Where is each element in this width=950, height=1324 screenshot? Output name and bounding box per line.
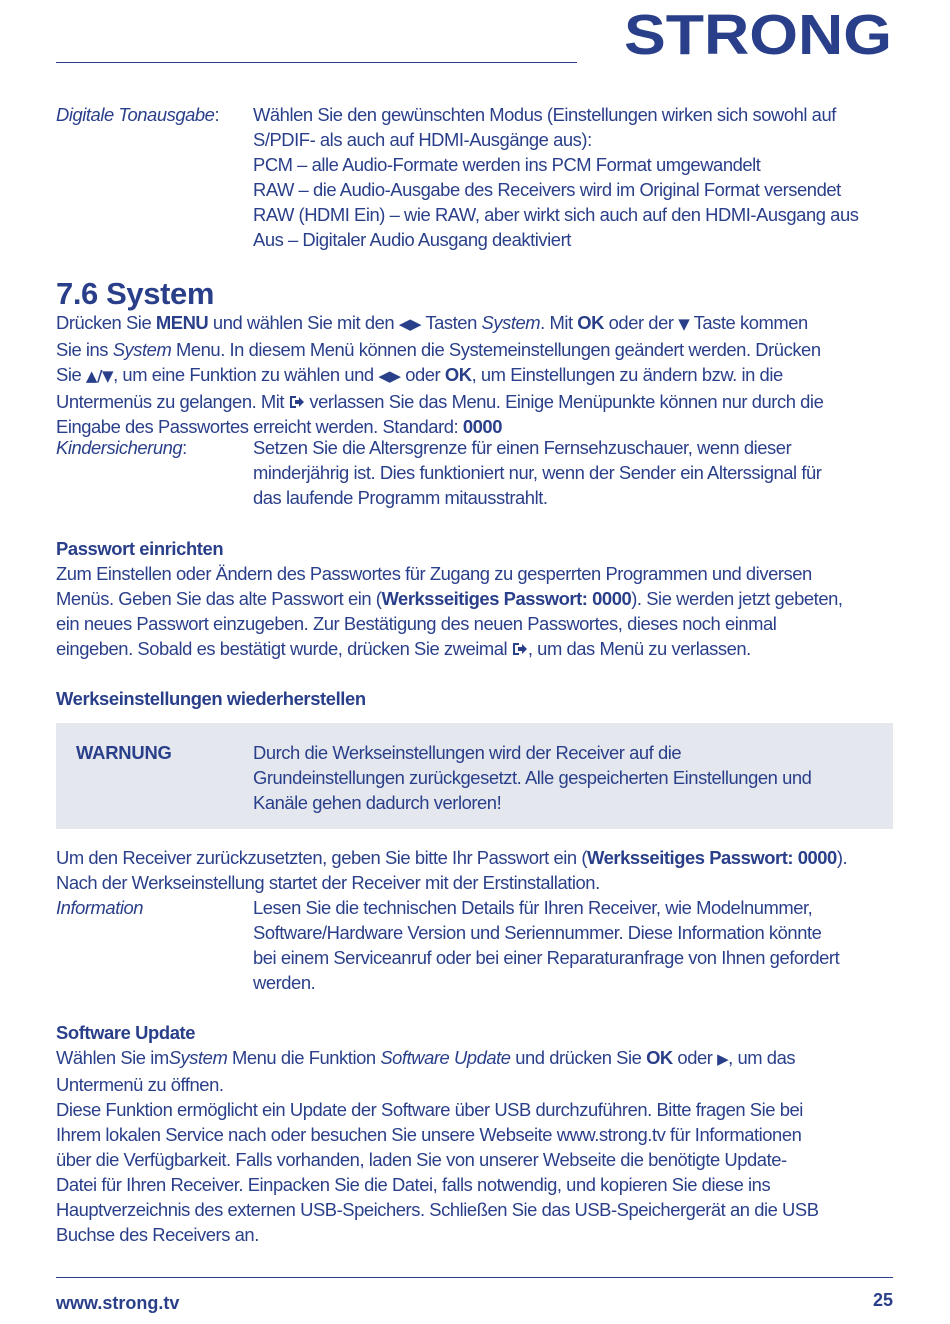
software-line: über die Verfügbarkeit. Falls vorhanden, laden Sie von unserer Webseite die benötigte Update- bbox=[56, 1149, 787, 1170]
system-intro bbox=[56, 310, 823, 439]
exit-icon bbox=[289, 395, 305, 409]
warning-text bbox=[253, 740, 811, 815]
warning-label: WARNUNG bbox=[76, 742, 172, 763]
right-arrow-icon: ▶ bbox=[717, 1050, 729, 1068]
intro-line: Sie ▲/▼, um eine Funktion zu wählen und ◀▶ oder OK, um Einstellungen zu ändern bzw. in die bbox=[56, 364, 783, 385]
strong-logo bbox=[624, 4, 896, 60]
down-arrow-icon: ▼ bbox=[678, 315, 690, 333]
information-line: Lesen Sie die technischen Details für Ihren Receiver, wie Modelnummer, bbox=[253, 897, 813, 918]
warning-box bbox=[56, 723, 893, 829]
intro-line: Untermenüs zu gelangen. Mit verlassen Sie das Menu. Einige Menüpunkte können nur durch die bbox=[56, 391, 824, 412]
software-line: Datei für Ihren Receiver. Einpacken Sie die Datei, falls notwendig, und kopieren Sie diese ins bbox=[56, 1174, 771, 1195]
passwort-line: eingeben. Sobald es bestätigt wurde, drücken Sie zweimal , um das Menü zu verlassen. bbox=[56, 638, 751, 659]
svg-text:STRONG: STRONG bbox=[624, 4, 892, 60]
passwort-line: Menüs. Geben Sie das alte Passwort ein (Werksseitiges Passwort: 0000). Sie werden jetzt gebeten, bbox=[56, 588, 843, 609]
exit-icon bbox=[512, 642, 528, 656]
audio-description bbox=[253, 102, 858, 252]
kinder-line: Setzen Sie die Altersgrenze für einen Fernsehzuschauer, wenn dieser bbox=[253, 437, 792, 458]
audio-line: Aus – Digitaler Audio Ausgang deaktiviert bbox=[253, 229, 571, 250]
software-line: Wählen Sie imSystem Menu die Funktion Software Update und drücken Sie OK oder ▶, um das bbox=[56, 1047, 796, 1068]
werk-line: Um den Receiver zurückzusetzten, geben Sie bitte Ihr Passwort ein (Werksseitiges Passwort: 0000). bbox=[56, 847, 848, 868]
warning-line: Kanäle gehen dadurch verloren! bbox=[253, 792, 502, 813]
software-line: Ihrem lokalen Service nach oder besuchen Sie unsere Webseite www.strong.tv für Informationen bbox=[56, 1124, 802, 1145]
audio-line: Wählen Sie den gewünschten Modus (Einstellungen wirken sich sowohl auf bbox=[253, 104, 836, 125]
header-rule bbox=[56, 62, 577, 63]
software-line: Hauptverzeichnis des externen USB-Speichers. Schließen Sie das USB-Speichergerät an die USB bbox=[56, 1199, 819, 1220]
intro-line: Drücken Sie MENU und wählen Sie mit den ◀▶ Tasten System. Mit OK oder der ▼ Taste kommen bbox=[56, 312, 808, 333]
section-title: 7.6 System bbox=[56, 276, 214, 311]
passwort-body bbox=[56, 561, 843, 661]
software-line: Untermenü zu öffnen. bbox=[56, 1074, 224, 1095]
software-body bbox=[56, 1045, 819, 1247]
kinder-description bbox=[253, 435, 821, 510]
footer-url: www.strong.tv bbox=[56, 1293, 180, 1313]
left-right-arrows-icon: ◀▶ bbox=[378, 367, 401, 385]
intro-line: Eingabe des Passwortes erreicht werden. Standard: 0000 bbox=[56, 416, 502, 437]
footer-rule bbox=[56, 1277, 893, 1278]
warning-line: Grundeinstellungen zurückgesetzt. Alle gespeicherten Einstellungen und bbox=[253, 767, 812, 788]
passwort-heading: Passwort einrichten bbox=[56, 538, 224, 559]
audio-line: RAW – die Audio-Ausgabe des Receivers wird im Original Format versendet bbox=[253, 179, 841, 200]
kinder-line: minderjährig ist. Dies funktioniert nur, wenn der Sender ein Alterssignal für bbox=[253, 462, 822, 483]
intro-line: Sie ins System Menu. In diesem Menü können die Systemeinstellungen geändert werden. Drücken bbox=[56, 339, 821, 360]
information-line: Software/Hardware Version und Seriennummer. Diese Information könnte bbox=[253, 922, 822, 943]
passwort-line: Zum Einstellen oder Ändern des Passwortes für Zugang zu gesperrten Programmen und diversen bbox=[56, 563, 812, 584]
audio-line: RAW (HDMI Ein) – wie RAW, aber wirkt sich auch auf den HDMI-Ausgang aus bbox=[253, 204, 859, 225]
werk-line: Nach der Werkseinstellung startet der Receiver mit der Erstinstallation. bbox=[56, 872, 600, 893]
software-line: Buchse des Receivers an. bbox=[56, 1224, 259, 1245]
audio-line: S/PDIF- als auch auf HDMI-Ausgänge aus): bbox=[253, 129, 592, 150]
information-line: bei einem Serviceanruf oder bei einer Reparaturanfrage von Ihnen gefordert bbox=[253, 947, 840, 968]
warning-line: Durch die Werkseinstellungen wird der Receiver auf die bbox=[253, 742, 682, 763]
page-number: 25 bbox=[872, 1290, 893, 1310]
kinder-line: das laufende Programm mitausstrahlt. bbox=[253, 487, 548, 508]
kinder-term: Kindersicherung: bbox=[56, 437, 187, 458]
werk-heading: Werkseinstellungen wiederherstellen bbox=[56, 688, 366, 709]
software-line: Diese Funktion ermöglicht ein Update der Software über USB durchzuführen. Bitte fragen Sie bei bbox=[56, 1099, 803, 1120]
up-down-arrows-icon: ▲/▼ bbox=[85, 367, 114, 385]
audio-term: Digitale Tonausgabe: bbox=[56, 104, 220, 125]
passwort-line: ein neues Passwort einzugeben. Zur Bestätigung des neuen Passwortes, dieses noch einmal bbox=[56, 613, 777, 634]
left-right-arrows-icon: ◀▶ bbox=[398, 315, 422, 333]
software-heading: Software Update bbox=[56, 1022, 196, 1043]
information-term: Information bbox=[56, 897, 144, 918]
information-line: werden. bbox=[253, 972, 316, 993]
information-description bbox=[253, 895, 839, 995]
werk-body bbox=[56, 845, 847, 895]
audio-line: PCM – alle Audio-Formate werden ins PCM Format umgewandelt bbox=[253, 154, 761, 175]
